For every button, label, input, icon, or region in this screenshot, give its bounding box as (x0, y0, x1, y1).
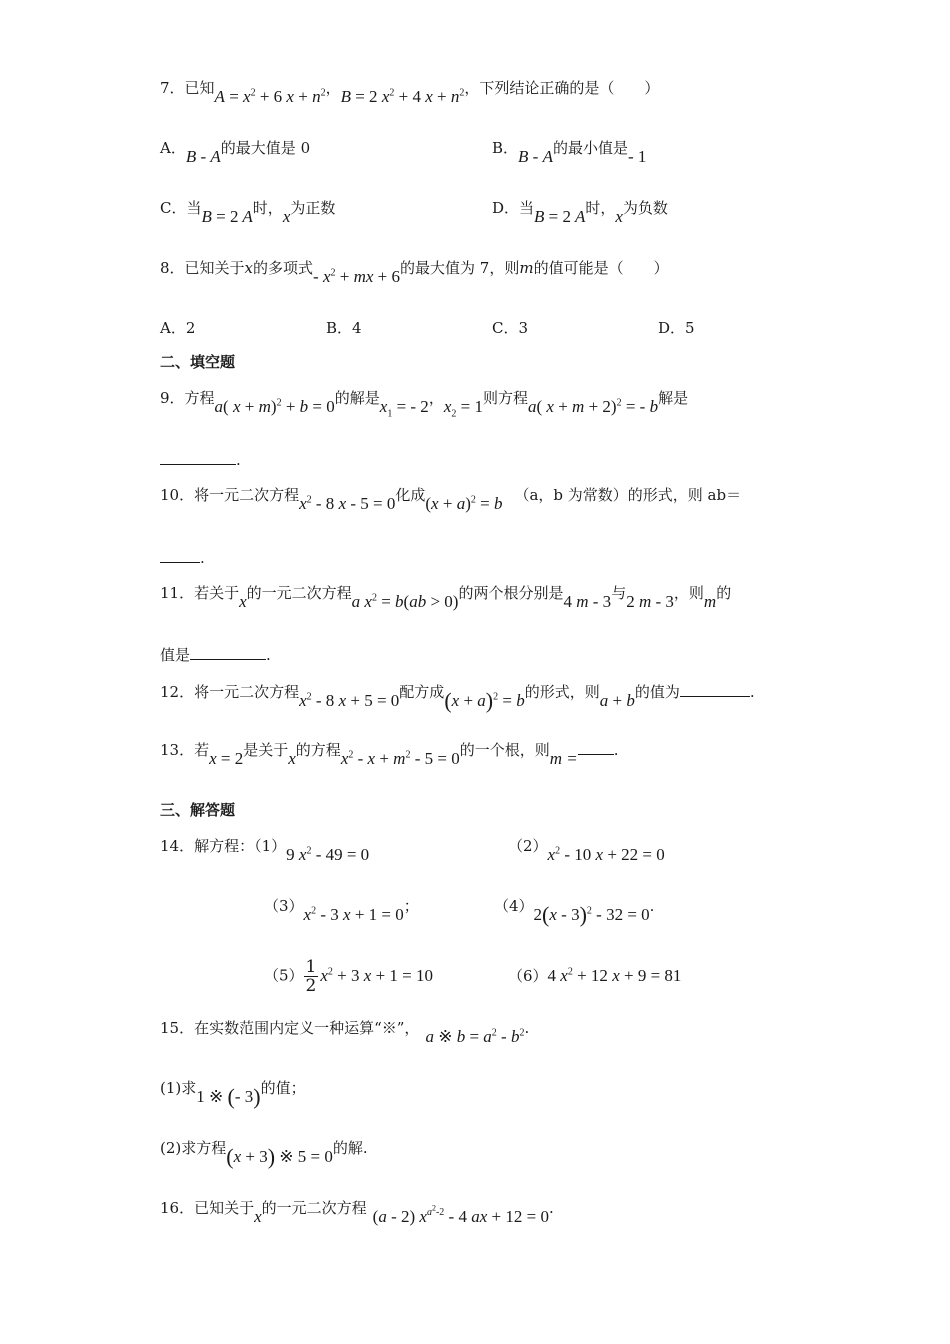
q13-equation-1: x = 2 (209, 749, 244, 768)
question-11-stem (160, 583, 732, 611)
q8-mid: 的多项式 (253, 259, 314, 277)
q11-mid4: ，则 (673, 584, 704, 602)
question-15-part-2 (160, 1138, 368, 1169)
q7-comma: ， (325, 79, 341, 97)
q14-p2-label: （2） (508, 837, 548, 855)
q15-def-period: . (524, 1019, 530, 1037)
q15-p2-expr: (x + 3) ※ 5 = 0 (226, 1144, 333, 1169)
q12-mid1: 配方成 (399, 683, 445, 701)
q16-prefix: 16．已知关于 (160, 1199, 255, 1217)
q9-root-2: $x_2 = 1$ (443, 397, 483, 420)
q12-post: 的值为 (634, 683, 680, 701)
q8-var-x: x (244, 259, 254, 277)
q11-answer-line (160, 645, 271, 665)
q14-eq-4: 2(x - 3)$^2$ - 32 = 0 (533, 902, 650, 927)
q12-answer-blank[interactable] (680, 682, 750, 697)
q16-period: . (548, 1199, 554, 1217)
question-14-part-3 (264, 896, 419, 924)
section-fill-in-title: 二、填空题 (160, 353, 236, 371)
q9-mid2: 则方程 (482, 389, 528, 407)
q9-prefix: 9．方程 (160, 389, 215, 407)
question-15-stem (160, 1018, 530, 1046)
q14-p5-label: （5） (264, 966, 304, 985)
q11-mid3: 与 (611, 584, 627, 602)
q7-option-b (492, 138, 647, 166)
q7-equation-a: $A = x^2 + 6$ $x + n^2$ (214, 87, 326, 106)
q15-stem-text: 15．在实数范围内定义一种运算“※”， (160, 1019, 420, 1037)
q7-option-c-expr: B = 2 A (201, 207, 253, 226)
question-15-part-1 (160, 1078, 306, 1109)
q13-mid3: 的一个根，则 (459, 741, 550, 759)
q7-option-c-var: x (282, 207, 291, 226)
q7-option-b-expr: B - A (518, 147, 553, 166)
q15-p1-expr: 1 ※ (- 3) (196, 1084, 261, 1109)
q9-answer-blank[interactable] (160, 450, 236, 465)
q7-option-c-tail: 为正数 (290, 199, 336, 217)
q7-option-d (492, 198, 668, 226)
q7-option-d-var: x (615, 207, 623, 226)
q14-p1-label: （1） (254, 837, 287, 855)
q11-var-m: m (703, 592, 717, 611)
q7-option-b-text: 的最小值是 (552, 139, 628, 157)
q7-option-c-text: 时， (252, 199, 283, 217)
q14-eq-5-fraction (304, 958, 319, 995)
q7-option-b-value: - 1 (628, 147, 647, 166)
q14-p3-sep: ； (403, 897, 419, 915)
q11-equation: a $x^2 = b(ab > 0)$ (351, 592, 459, 611)
q15-p1-prefix: (1)求 (160, 1079, 197, 1097)
q7-prefix: 7．已知 (160, 79, 215, 97)
question-7-stem (160, 78, 660, 106)
question-9-stem (160, 388, 689, 420)
q11-var-x: x (239, 592, 247, 611)
option-label: D．当 (492, 199, 535, 217)
option-label: C．当 (160, 199, 202, 217)
q12-mid2: 的形式，则 (524, 683, 600, 701)
q8-post2: 的值可能是（ ） (533, 259, 669, 277)
question-14-part-1 (160, 836, 370, 864)
q9-period: . (236, 451, 241, 469)
q11-answer-blank[interactable] (190, 645, 266, 660)
q15-p1-suffix: 的值； (260, 1079, 306, 1097)
q10-answer-blank[interactable] (160, 548, 200, 563)
q11-prefix: 11．若关于 (160, 584, 240, 602)
q8-option-a: A．2 (160, 319, 196, 337)
q11-mid2: 的两个根分别是 (458, 584, 564, 602)
q13-equation-2: $x^2 - x + m^2 - 5 = 0$ (340, 749, 460, 768)
q10-prefix: 10．将一元二次方程 (160, 486, 300, 504)
q8-var-m: m (519, 259, 534, 277)
q11-root-2: 2 m - 3 (626, 592, 674, 611)
q8-polynomial: - $x^2$ + mx + 6 (313, 267, 401, 286)
option-label: B． (492, 139, 519, 157)
q13-mid1: 是关于 (243, 741, 289, 759)
q11-root-1: 4 m - 3 (563, 592, 612, 611)
q14-p4-label: （4） (494, 897, 534, 915)
q13-var-m: m = (549, 749, 578, 768)
q9-equation-1: a( x + m)$^2$ + b = 0 (214, 397, 335, 416)
question-14-part-5 (264, 958, 433, 995)
q12-prefix: 12．将一元二次方程 (160, 683, 300, 701)
q12-expression: a + b (599, 691, 635, 710)
q16-mid: 的一元二次方程 (261, 1199, 367, 1217)
q7-suffix: ，下列结论正确的是（ ） (464, 79, 660, 97)
q7-option-a-text: 的最大值是 0 (220, 139, 311, 157)
q8-option-c: C．3 (492, 319, 529, 337)
q10-mid: 化成 (395, 486, 426, 504)
q11-period: . (266, 646, 271, 664)
q7-option-d-tail: 为负数 (622, 199, 668, 217)
q15-p2-prefix: (2)求方程 (160, 1139, 227, 1157)
q16-var-x: x (254, 1207, 262, 1226)
question-14-part-2 (508, 836, 665, 864)
q13-mid2: 的方程 (295, 741, 341, 759)
section-solve-title: 三、解答题 (160, 801, 236, 819)
q14-prefix: 14．解方程： (160, 837, 255, 855)
q9-mid1: 的解是 (334, 389, 380, 407)
option-label: A． (160, 139, 186, 157)
q7-equation-b: B = 2 $x^2 + 4$ $x + n^2$ (340, 87, 465, 106)
fraction-denominator: 2 (305, 976, 317, 996)
q13-period: . (613, 741, 619, 759)
q8-post1: 的最大值为 7，则 (400, 259, 520, 277)
q8-option-d: D．5 (658, 319, 695, 337)
q7-option-d-expr: B = 2 A (534, 207, 586, 226)
q14-eq-2: $x^2 - 10$ x + 22 = 0 (547, 845, 665, 864)
q14-eq-3: $x^2 - 3$ x + 1 = 0 (303, 905, 404, 924)
q13-var-x: x (288, 749, 296, 768)
q8-option-b: B．4 (326, 319, 362, 337)
question-10-stem (160, 485, 742, 513)
question-13-stem (160, 740, 619, 768)
q13-prefix: 13．若 (160, 741, 210, 759)
q14-p4-sep: . (649, 897, 655, 915)
q7-option-d-text: 时， (585, 199, 616, 217)
q14-eq-1: 9 $x^2 - 49 = 0$ (286, 845, 370, 864)
q14-eq-5: $x^2 + 3$ x + 1 = 10 (320, 965, 433, 985)
q12-equation-1: $x^2 - 8$ x + 5 = 0 (299, 691, 400, 710)
q15-p2-suffix: 的解. (332, 1139, 368, 1157)
q7-option-a-expr: B - A (185, 147, 221, 166)
q7-option-a (160, 138, 311, 166)
q8-prefix: 8．已知关于 (160, 259, 245, 277)
q11-post: 的 (716, 584, 732, 602)
q14-p6-label: （6） (508, 967, 548, 985)
question-12-stem (160, 682, 755, 713)
q11-mid1: 的一元二次方程 (246, 584, 352, 602)
q9-root-1: $x_1$ = - 2 (379, 397, 429, 420)
q10-equation-2: $(x + a)^2 = b$ (425, 494, 503, 513)
q9-comma: ， (428, 389, 444, 407)
question-8-stem (160, 258, 669, 286)
q15-definition: a ※ $b = a^2 - b^2$ (425, 1027, 525, 1046)
q12-period: . (749, 683, 755, 701)
q10-period: . (200, 549, 205, 567)
q9-answer-line (160, 450, 241, 470)
q9-equation-2: a( x + m + 2)$^2$ = - b (527, 397, 659, 416)
q12-equation-2: $(x + a)^2 = b$ (444, 688, 525, 713)
q10-equation-1: $x^2 - 8$ x - 5 = 0 (299, 494, 396, 513)
q10-answer-line (160, 548, 205, 568)
question-14-part-6 (508, 966, 681, 986)
fraction-numerator: 1 (305, 957, 317, 977)
question-14-part-4 (494, 896, 655, 927)
q14-eq-6: 4 $x^2 + 12$ x + 9 = 81 (547, 966, 682, 985)
question-16-stem (160, 1198, 554, 1226)
q13-answer-blank[interactable] (578, 740, 614, 755)
q7-option-c (160, 198, 336, 226)
q11-line2-text: 值是 (160, 646, 191, 664)
q10-condition: （a，b 为常数）的形式，则 ab＝ (514, 486, 742, 504)
q16-equation: (a - 2) $x^{a^2-2} - 4$ ax + 12 = 0 (372, 1204, 549, 1226)
q9-post: 解是 (658, 389, 689, 407)
q14-p3-label: （3） (264, 897, 304, 915)
